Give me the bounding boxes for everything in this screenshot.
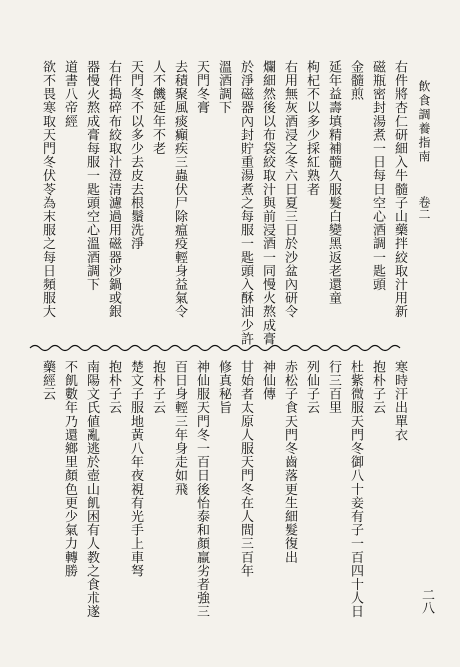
text-column: 抱朴子云 bbox=[150, 360, 165, 415]
text-column: 列仙子云 bbox=[304, 360, 319, 415]
volume-label: 卷二 bbox=[417, 196, 431, 220]
text-column: 百日身輕三年身走如飛 bbox=[172, 360, 187, 496]
text-column: 人不饑延年不老 bbox=[150, 60, 165, 156]
text-column: 甘始者太原人服天門冬在人間三百年 bbox=[238, 360, 253, 578]
text-column: 磁瓶密封湯煮一日每日空心酒調一匙頭 bbox=[370, 60, 385, 292]
text-column: 延年益壽填精補髓久服髮白變黑返老還童 bbox=[326, 60, 341, 305]
text-column: 神仙傳 bbox=[260, 360, 275, 401]
section-divider bbox=[30, 338, 400, 348]
running-title: 飲食調養指南 bbox=[417, 80, 431, 164]
text-column: 杜紫微服天門冬御八十妾有子一百四十人日 bbox=[348, 360, 363, 619]
text-column: 枸杞不以多少採紅熟者 bbox=[304, 60, 319, 196]
text-column: 神仙服天門冬一百日後怡泰和顏羸劣者強三 bbox=[194, 360, 209, 619]
text-column: 爛細然後以布袋絞取汁與前浸酒一同慢火熬成膏 bbox=[260, 60, 275, 346]
text-column: 右件將杏仁研細入牛髓子山藥拌絞取汁用新 bbox=[392, 60, 407, 319]
text-column: 不飢數年乃還鄉里顏色更少氣力轉勝 bbox=[62, 360, 77, 578]
page-number: 二八 bbox=[419, 588, 434, 614]
text-column: 抱朴子云 bbox=[106, 360, 121, 415]
text-column: 道書八帝經 bbox=[62, 60, 77, 128]
text-column: 溫酒調下 bbox=[216, 60, 231, 115]
text-column: 欲不畏寒取天門冬伏苓為末服之每日頻服大 bbox=[40, 60, 55, 319]
text-column: 行三百里 bbox=[326, 360, 341, 415]
text-column: 抱朴子云 bbox=[370, 360, 385, 415]
text-column: 右件搗碎布絞取汁澄清濾過用磁器沙鍋或銀 bbox=[106, 60, 121, 319]
text-column: 天門冬不以多少去皮去根鬚洗淨 bbox=[128, 60, 143, 251]
text-column: 赤松子食天門冬齒落更生細髮復出 bbox=[282, 360, 297, 564]
text-column: 器慢火熬成膏每服一匙頭空心溫酒調下 bbox=[84, 60, 99, 292]
text-column: 寒時汗出單衣 bbox=[392, 360, 407, 442]
text-column: 右用無灰酒浸之冬六日夏三日於沙盆內研令 bbox=[282, 60, 297, 319]
text-column: 金髓煎 bbox=[348, 60, 363, 101]
text-column: 去積聚風痰癲疾三蟲伏尸除瘟疫輕身益氣令 bbox=[172, 60, 187, 319]
text-column: 天門冬膏 bbox=[194, 60, 209, 115]
text-column: 於淨磁器內封貯重湯煮之每服一匙頭入酥油少許 bbox=[238, 60, 253, 346]
text-column: 楚文子服地黃八年夜視有光手上車弩 bbox=[128, 360, 143, 578]
text-column: 南陽文氏値亂逃於壺山飢困有人教之食朮遂 bbox=[84, 360, 99, 619]
text-column: 修真秘旨 bbox=[216, 360, 231, 415]
text-column: 藥經云 bbox=[40, 360, 55, 401]
